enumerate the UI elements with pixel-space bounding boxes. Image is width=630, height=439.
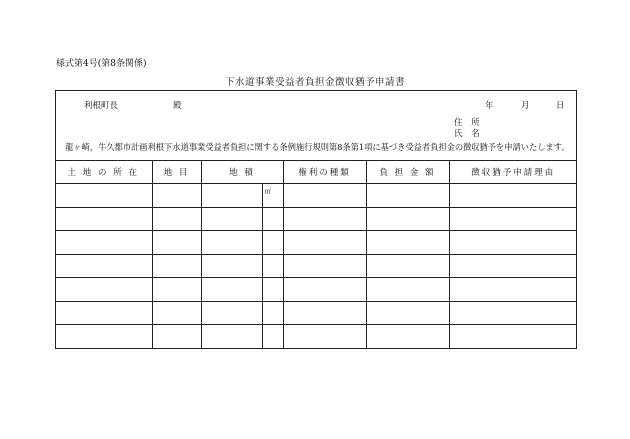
location-cell[interactable] xyxy=(55,325,152,348)
land-category-cell[interactable] xyxy=(152,325,201,348)
location-cell[interactable] xyxy=(55,278,152,302)
area-integer-cell[interactable] xyxy=(201,278,262,302)
reason-cell[interactable] xyxy=(449,301,577,325)
area-decimal-cell[interactable] xyxy=(262,325,283,348)
area-decimal-cell[interactable] xyxy=(262,231,283,255)
area-integer-cell[interactable] xyxy=(201,231,262,255)
table-header-row xyxy=(55,161,577,184)
reason-cell[interactable] xyxy=(449,231,577,255)
location-cell[interactable] xyxy=(55,301,152,325)
application-table xyxy=(55,160,577,348)
reason-cell[interactable] xyxy=(449,184,577,208)
application-form xyxy=(55,90,577,349)
date-day-label: 日 xyxy=(556,101,565,111)
table-row xyxy=(55,301,577,325)
land-category-cell[interactable] xyxy=(152,254,201,278)
land-category-cell[interactable] xyxy=(152,207,201,231)
reason-cell[interactable] xyxy=(449,278,577,302)
area-integer-cell[interactable] xyxy=(201,184,262,208)
amount-cell[interactable] xyxy=(366,207,449,231)
rights-cell[interactable] xyxy=(283,254,366,278)
location-cell[interactable] xyxy=(55,231,152,255)
table-row xyxy=(55,184,577,208)
amount-cell[interactable] xyxy=(366,231,449,255)
header-area: 地 積 xyxy=(201,161,283,184)
header-location: 土 地 の 所 在 xyxy=(55,161,152,184)
land-category-cell[interactable] xyxy=(152,184,201,208)
header-land-category: 地 目 xyxy=(152,161,201,184)
rights-cell[interactable] xyxy=(283,207,366,231)
area-integer-cell[interactable] xyxy=(201,254,262,278)
land-category-cell[interactable] xyxy=(152,231,201,255)
amount-cell[interactable] xyxy=(366,278,449,302)
amount-cell[interactable] xyxy=(366,184,449,208)
header-reason: 徴収猶予申請理由 xyxy=(449,161,577,184)
rights-cell[interactable] xyxy=(283,301,366,325)
honorific: 殿 xyxy=(173,101,182,111)
form-number: 様式第4号(第8条関係) xyxy=(56,59,147,69)
location-cell[interactable] xyxy=(55,254,152,278)
location-cell[interactable] xyxy=(55,184,152,208)
amount-cell[interactable] xyxy=(366,301,449,325)
applicant-address-label: 住 所 xyxy=(454,118,483,128)
area-decimal-cell[interactable] xyxy=(262,254,283,278)
area-decimal-cell[interactable] xyxy=(262,278,283,302)
rights-cell[interactable] xyxy=(283,325,366,348)
header-rights: 権利の種類 xyxy=(283,161,366,184)
reason-cell[interactable] xyxy=(449,207,577,231)
document-title: 下水道事業受益者負担金徴収猶予申請書 xyxy=(224,77,405,88)
amount-cell[interactable] xyxy=(366,254,449,278)
rights-cell[interactable] xyxy=(283,184,366,208)
area-integer-cell[interactable] xyxy=(201,207,262,231)
table-row xyxy=(55,278,577,302)
application-statement: 龍ヶ崎，牛久都市計画利根下水道事業受益者負担に関する条例施行規則第8条第1項に基づき受益者負担金の徴収猶予を申請いたします。 xyxy=(65,142,570,152)
reason-cell[interactable] xyxy=(449,254,577,278)
rights-cell[interactable] xyxy=(283,231,366,255)
table-row xyxy=(55,254,577,278)
addressee: 利根町長 xyxy=(84,101,119,111)
header-amount: 負 担 金 額 xyxy=(366,161,449,184)
table-row xyxy=(55,207,577,231)
rights-cell[interactable] xyxy=(283,278,366,302)
date-year-label: 年 xyxy=(485,101,494,111)
reason-cell[interactable] xyxy=(449,325,577,348)
applicant-name-label: 氏 名 xyxy=(454,129,483,139)
area-decimal-cell[interactable] xyxy=(262,207,283,231)
area-integer-cell[interactable] xyxy=(201,325,262,348)
date-month-label: 月 xyxy=(521,101,530,111)
location-cell[interactable] xyxy=(55,207,152,231)
amount-cell[interactable] xyxy=(366,325,449,348)
area-integer-cell[interactable] xyxy=(201,301,262,325)
land-category-cell[interactable] xyxy=(152,278,201,302)
area-decimal-cell[interactable] xyxy=(262,184,283,208)
land-category-cell[interactable] xyxy=(152,301,201,325)
table-row xyxy=(55,231,577,255)
area-unit: ㎡ xyxy=(264,187,271,195)
table-row xyxy=(55,325,577,348)
area-decimal-cell[interactable] xyxy=(262,301,283,325)
